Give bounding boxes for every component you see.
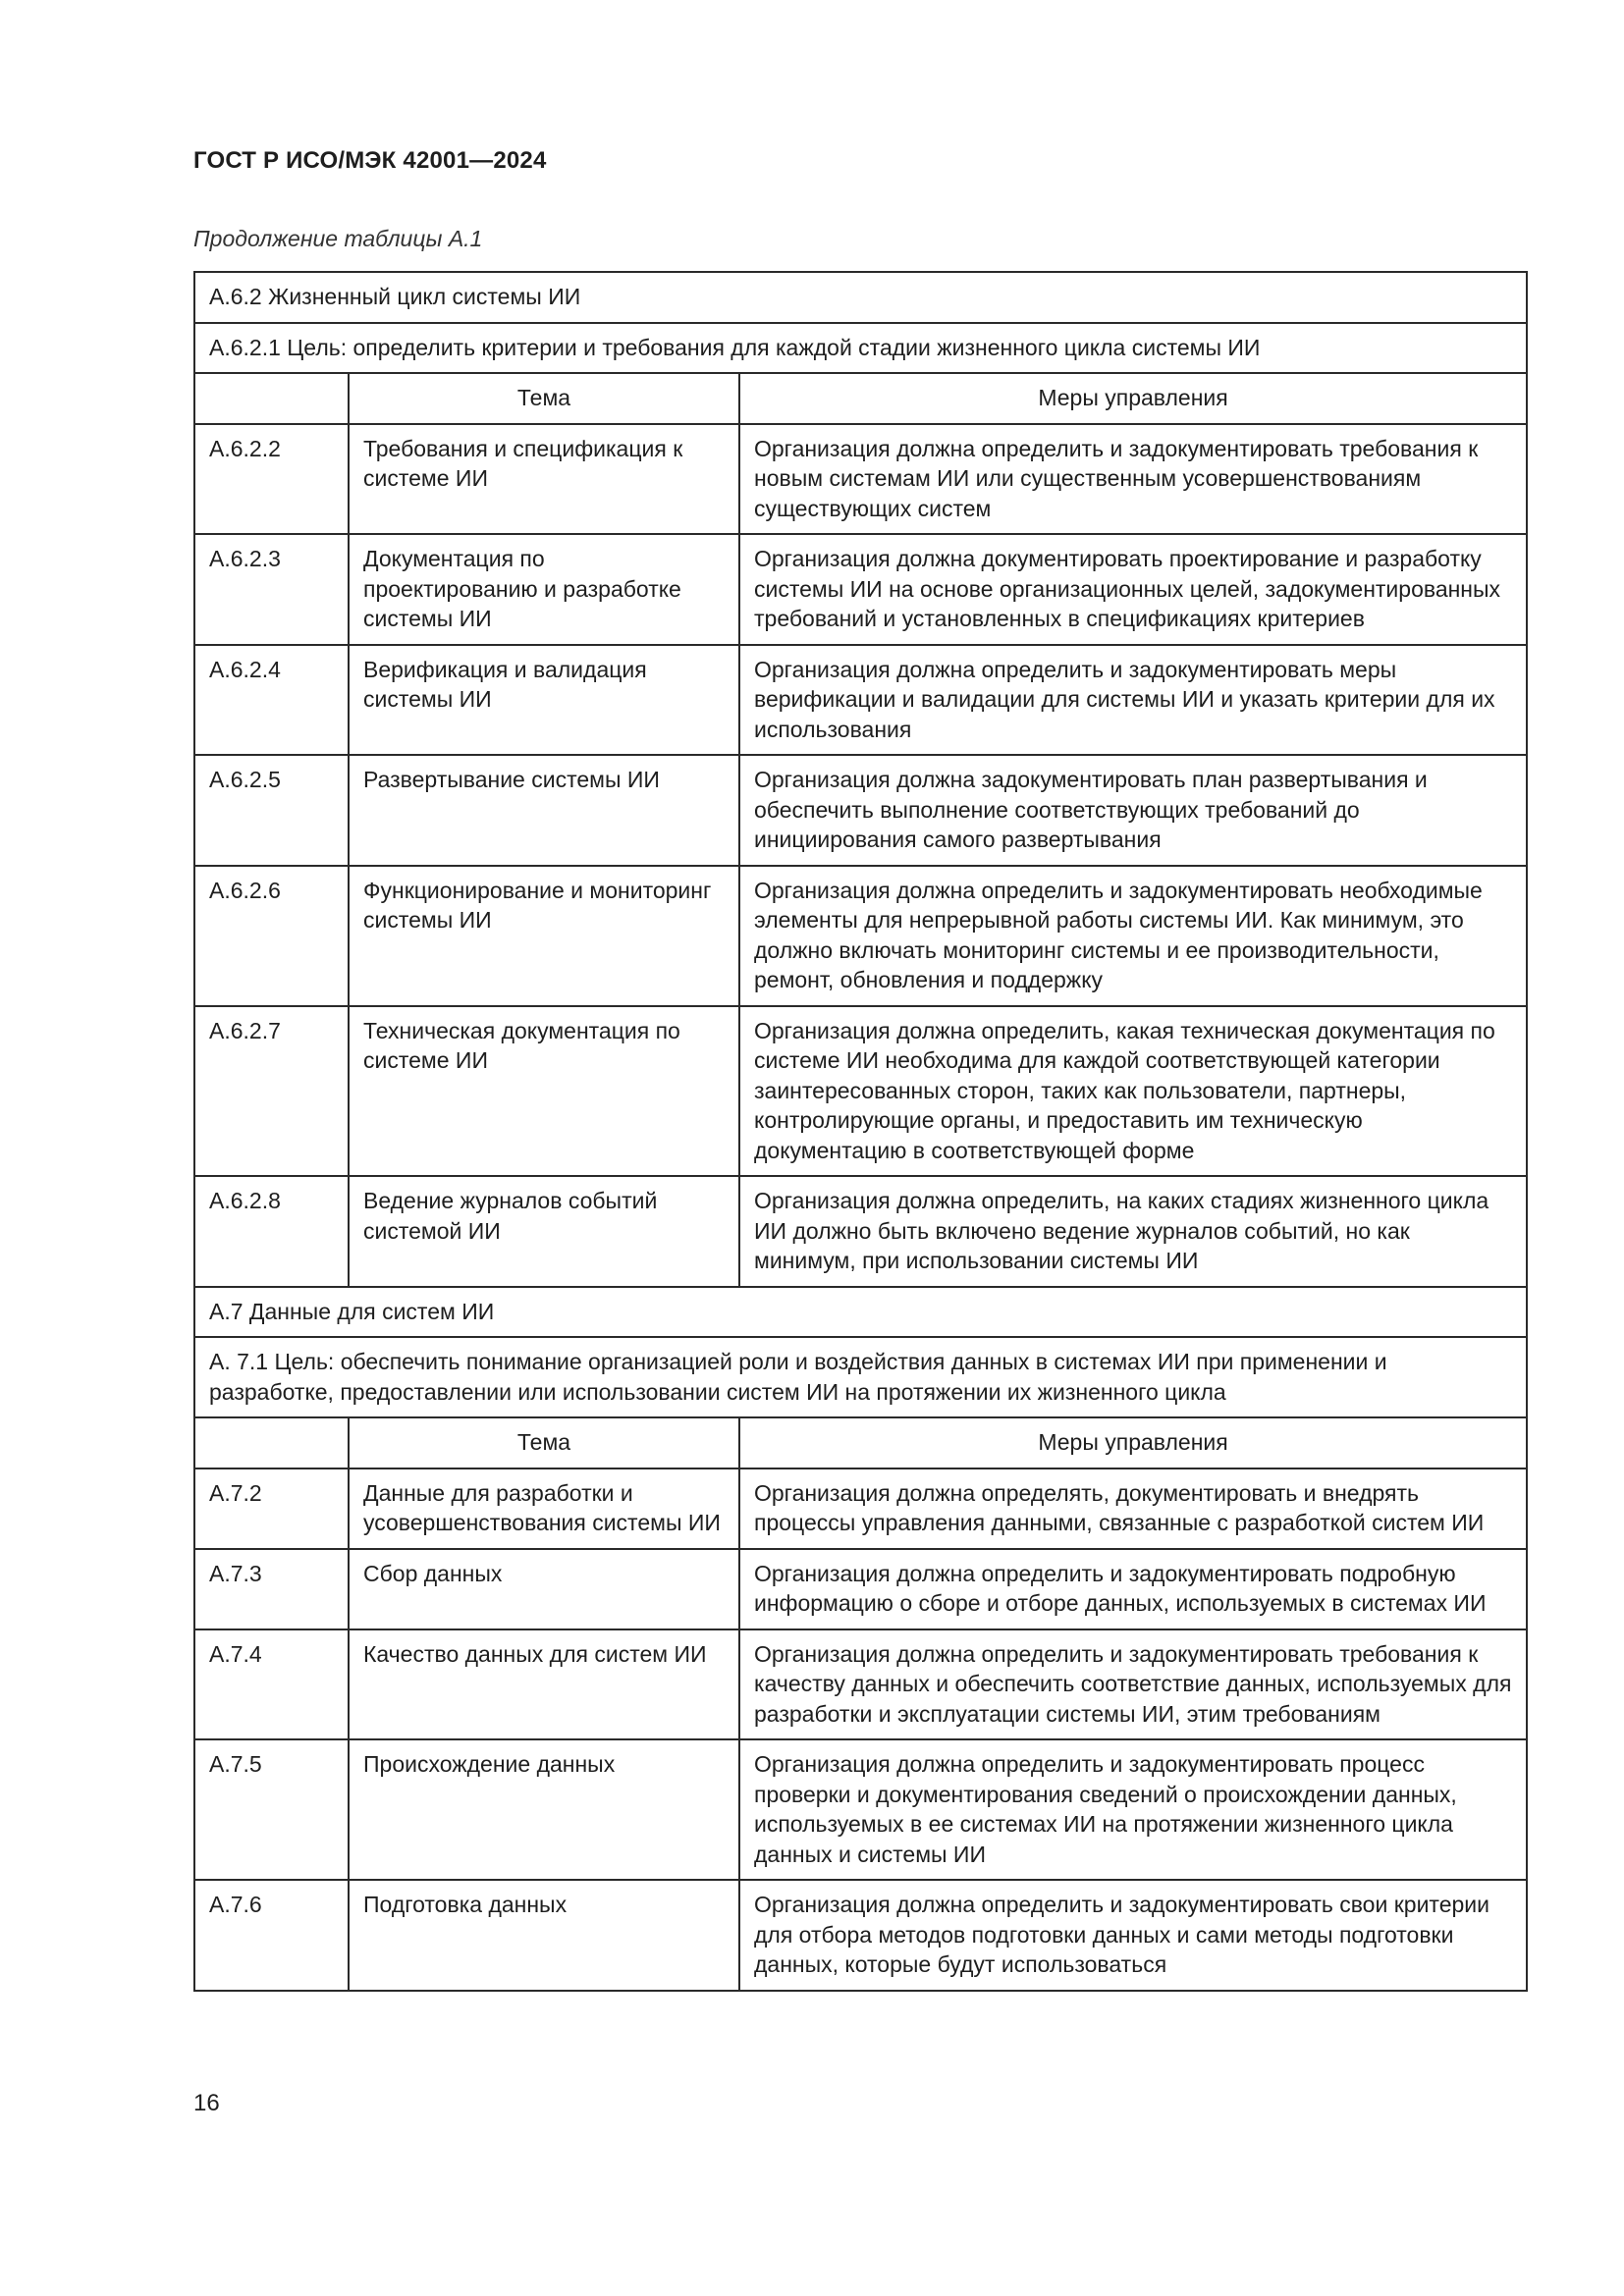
control-id: А.7.6 bbox=[194, 1880, 349, 1991]
control-id: А.7.5 bbox=[194, 1739, 349, 1880]
control-topic: Функционирование и мониторинг системы ИИ bbox=[349, 866, 739, 1006]
column-header-controls: Меры управления bbox=[739, 373, 1527, 424]
control-id: А.6.2.2 bbox=[194, 424, 349, 535]
control-id: А.6.2.6 bbox=[194, 866, 349, 1006]
section-title-a62: А.6.2 Жизненный цикл системы ИИ bbox=[194, 272, 1527, 323]
control-topic: Качество данных для систем ИИ bbox=[349, 1629, 739, 1740]
column-header-row bbox=[194, 373, 1527, 424]
control-id: А.6.2.5 bbox=[194, 755, 349, 866]
column-header-row bbox=[194, 1417, 1527, 1468]
control-description: Организация должна документировать проектирование и разработку системы ИИ на основе организационных целей, задокументированных требований и установленных в спецификациях критериев bbox=[739, 534, 1527, 645]
control-description: Организация должна определить и задокументировать процесс проверки и документирования сведений о происхождении данных, используемых в ее системах ИИ на протяжении жизненного цикла данных и системы ИИ bbox=[739, 1739, 1527, 1880]
table-row bbox=[194, 1739, 1527, 1880]
table-row bbox=[194, 1176, 1527, 1287]
table-row bbox=[194, 645, 1527, 756]
control-topic: Верификация и валидация системы ИИ bbox=[349, 645, 739, 756]
table-row bbox=[194, 1468, 1527, 1549]
section-title-row bbox=[194, 1287, 1527, 1338]
control-description: Организация должна определить и задокументировать требования к качеству данных и обеспечить соответствие данных, используемых для разработки и эксплуатации системы ИИ, этим требованиям bbox=[739, 1629, 1527, 1740]
control-topic: Данные для разработки и усовершенствования системы ИИ bbox=[349, 1468, 739, 1549]
section-title-row bbox=[194, 272, 1527, 323]
control-id: А.7.2 bbox=[194, 1468, 349, 1549]
section-goal-row bbox=[194, 1337, 1527, 1417]
control-id: А.6.2.4 bbox=[194, 645, 349, 756]
section-title-a7: А.7 Данные для систем ИИ bbox=[194, 1287, 1527, 1338]
section-goal-a62: А.6.2.1 Цель: определить критерии и требования для каждой стадии жизненного цикла системы ИИ bbox=[194, 323, 1527, 374]
control-description: Организация должна задокументировать план развертывания и обеспечить выполнение соответствующих требований до инициирования самого развертывания bbox=[739, 755, 1527, 866]
rows-a7 bbox=[194, 1468, 1527, 1991]
control-description: Организация должна определить и задокументировать свои критерии для отбора методов подготовки данных и сами методы подготовки данных, которые будут использоваться bbox=[739, 1880, 1527, 1991]
control-id: А.7.3 bbox=[194, 1549, 349, 1629]
control-description: Организация должна определить и задокументировать меры верификации и валидации для системы ИИ и указать критерии для их использования bbox=[739, 645, 1527, 756]
table-row bbox=[194, 1006, 1527, 1177]
controls-table bbox=[193, 271, 1528, 1992]
page-number: 16 bbox=[193, 2090, 220, 2116]
control-topic: Развертывание системы ИИ bbox=[349, 755, 739, 866]
control-topic: Происхождение данных bbox=[349, 1739, 739, 1880]
control-description: Организация должна определять, документировать и внедрять процессы управления данными, связанные с разработкой систем ИИ bbox=[739, 1468, 1527, 1549]
control-description: Организация должна определить, какая техническая документация по системе ИИ необходима для каждой соответствующей категории заинтересованных сторон, таких как пользователи, партнеры, контролирующие органы, и предоставить им техническую документацию в соответствующей форме bbox=[739, 1006, 1527, 1177]
table-row bbox=[194, 424, 1527, 535]
column-header-topic: Тема bbox=[349, 1417, 739, 1468]
control-topic: Сбор данных bbox=[349, 1549, 739, 1629]
control-id: А.6.2.3 bbox=[194, 534, 349, 645]
table-row bbox=[194, 755, 1527, 866]
table-caption: Продолжение таблицы А.1 bbox=[193, 226, 483, 251]
column-header-id bbox=[194, 1417, 349, 1468]
table-row bbox=[194, 534, 1527, 645]
rows-a62 bbox=[194, 424, 1527, 1287]
control-description: Организация должна определить и задокументировать необходимые элементы для непрерывной работы системы ИИ. Как минимум, это должно включать мониторинг системы и ее производительности, ремонт, обновления и поддержку bbox=[739, 866, 1527, 1006]
table-row bbox=[194, 866, 1527, 1006]
control-id: А.6.2.7 bbox=[194, 1006, 349, 1177]
table-row bbox=[194, 1549, 1527, 1629]
column-header-controls: Меры управления bbox=[739, 1417, 1527, 1468]
section-goal-row bbox=[194, 323, 1527, 374]
control-description: Организация должна определить и задокументировать требования к новым системам ИИ или существенным усовершенствованиям существующих систем bbox=[739, 424, 1527, 535]
control-description: Организация должна определить, на каких стадиях жизненного цикла ИИ должно быть включено ведение журналов событий, но как минимум, при использовании системы ИИ bbox=[739, 1176, 1527, 1287]
column-header-id bbox=[194, 373, 349, 424]
control-description: Организация должна определить и задокументировать подробную информацию о сборе и отборе данных, используемых в системах ИИ bbox=[739, 1549, 1527, 1629]
control-topic: Техническая документация по системе ИИ bbox=[349, 1006, 739, 1177]
table-row bbox=[194, 1880, 1527, 1991]
column-header-topic: Тема bbox=[349, 373, 739, 424]
control-topic: Подготовка данных bbox=[349, 1880, 739, 1991]
control-topic: Ведение журналов событий системой ИИ bbox=[349, 1176, 739, 1287]
control-id: А.6.2.8 bbox=[194, 1176, 349, 1287]
table-row bbox=[194, 1629, 1527, 1740]
section-goal-a7: А. 7.1 Цель: обеспечить понимание организацией роли и воздействия данных в системах ИИ при применении и разработке, предоставлении или использовании систем ИИ на протяжении их жизненного цикла bbox=[194, 1337, 1527, 1417]
document-header: ГОСТ Р ИСО/МЭК 42001—2024 bbox=[193, 147, 547, 174]
control-id: А.7.4 bbox=[194, 1629, 349, 1740]
control-topic: Требования и спецификация к системе ИИ bbox=[349, 424, 739, 535]
control-topic: Документация по проектированию и разработке системы ИИ bbox=[349, 534, 739, 645]
